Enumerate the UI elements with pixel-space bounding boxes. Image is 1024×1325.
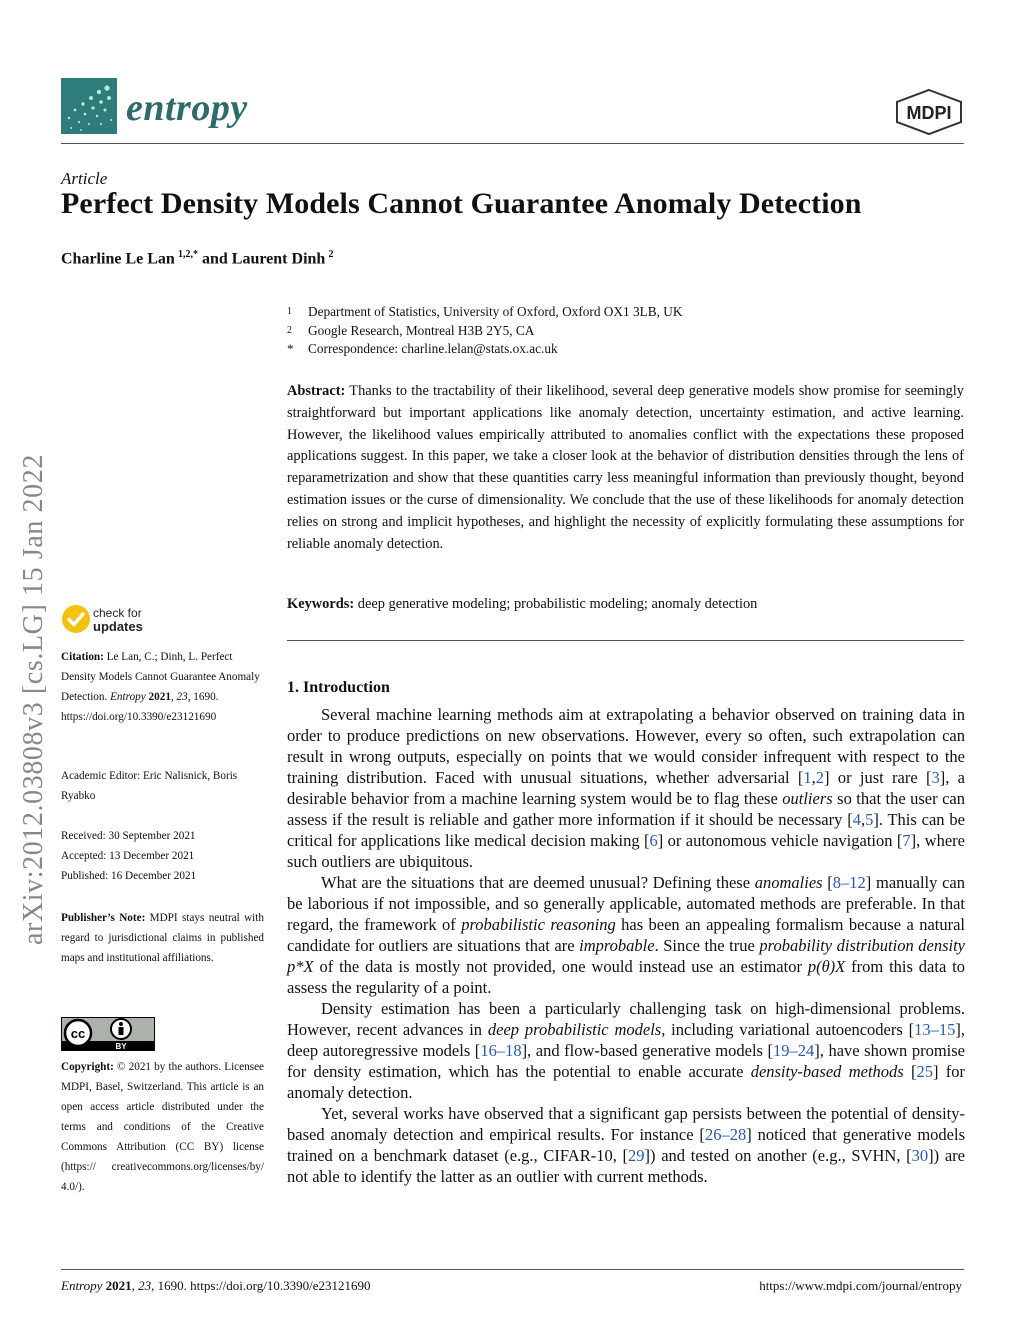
author-name: Charline Le Lan (61, 250, 175, 268)
text-run: , (860, 810, 866, 829)
abstract (287, 381, 964, 555)
paragraph (287, 872, 965, 998)
footer-year: 2021 (105, 1278, 132, 1293)
abstract-label: Abstract: (287, 383, 346, 399)
dates-block (61, 826, 264, 886)
citation-link[interactable]: 5 (865, 810, 874, 829)
text-run: ], a desirable behavior from a machine learning system would be to flag these (287, 768, 965, 808)
paragraph (287, 704, 965, 872)
citation-link[interactable]: 3 (931, 768, 940, 787)
author-name: Laurent Dinh (231, 250, 326, 268)
keywords-label: Keywords: (287, 596, 355, 612)
citation-link[interactable]: 25 (916, 1062, 933, 1081)
emphasis: density-based methods (750, 1062, 904, 1081)
copyright-block (61, 1057, 264, 1197)
author-connector: and (198, 250, 232, 268)
text-run: ]) are not able to identify the latter as an outlier with current methods. (287, 1146, 965, 1186)
check-updates-line2: updates (93, 619, 143, 634)
text-run: of the data is mostly not provided, one would instead use an estimator (313, 957, 808, 976)
citation-block (61, 647, 264, 727)
citation-link[interactable]: 30 (911, 1146, 929, 1165)
check-updates-icon[interactable] (61, 604, 91, 634)
math-expression: p*X (287, 957, 314, 976)
text-run: has been an appealing formalism because a natural candidate for outliers are situations that are (287, 915, 966, 955)
citation-label: Citation: (61, 651, 104, 663)
author-list (61, 249, 334, 268)
citation-link[interactable]: 7 (902, 831, 911, 850)
entropy-logo-icon (61, 78, 117, 134)
citation-separator: , (170, 691, 177, 703)
affiliation-marker: 1,2,* (178, 249, 198, 260)
text-run: What are the situations that are deemed unusual? Defining these (321, 873, 755, 892)
check-updates-link[interactable] (93, 607, 143, 634)
citation-link[interactable]: 1 (803, 768, 812, 787)
text-run: ], and flow-based generative models [ (521, 1041, 774, 1060)
academic-editor: Academic Editor: Eric Nalisnick, Boris Ryabko (61, 770, 238, 802)
text-run: [ (822, 873, 833, 892)
article-type: Article (61, 169, 108, 188)
publisher-note (61, 908, 264, 968)
paragraph (287, 1103, 965, 1187)
citation-link[interactable]: 26–28 (704, 1125, 747, 1144)
cc-label: cc (70, 1026, 86, 1041)
correspondence-text: Correspondence: charline.lelan@stats.ox.ac.uk (308, 341, 558, 356)
accepted-date: Accepted: 13 December 2021 (61, 850, 195, 862)
text-run: from this data to assess the regularity of a point. (287, 957, 966, 997)
affiliation-item (287, 322, 967, 341)
text-run: Yet, several works have observed that a significant gap persists between the potential of density-based anomaly detection and empirical results. For instance [ (287, 1104, 965, 1144)
keywords (287, 596, 964, 613)
abstract-divider (287, 640, 964, 641)
text-run: ], where such outliers are ubiquitous. (287, 831, 965, 871)
text-run: ] for anomaly detection. (287, 1062, 966, 1102)
citation-link[interactable]: 13–15 (914, 1020, 956, 1039)
abstract-text: Thanks to the tractability of their likelihood, several deep generative models show promise for seemingly straightforward but important applications like anomaly detection, uncertainty estimation, and active learning. However, the likelihood values empirically attributed to anomalies conflict with the expectations these proposed applications suggest. In this paper, we take a closer look at the behavior of distribution densities through the lens of reparametrization and show that these quantities carry less meaningful information than previously thought, beyond estimation issues or the curse of dimensionality. We conclude that the use of these likelihoods for anomaly detection relies on strong and implicit hypotheses, and highlight the necessity of explicitly formulating these assumptions for reliable anomaly detection. (287, 383, 964, 552)
emphasis: improbable (579, 936, 655, 955)
math-expression: p(θ)X (807, 957, 846, 976)
citation-link[interactable]: 8–12 (832, 873, 866, 892)
affiliations (287, 303, 967, 359)
citation-link[interactable]: 19–24 (773, 1041, 815, 1060)
emphasis: outliers (782, 789, 833, 808)
text-run: [ (903, 1062, 917, 1081)
text-run: ] noticed that generative models trained on a benchmark dataset (e.g., CIFAR-10, [ (287, 1125, 965, 1165)
mdpi-logo-icon (893, 88, 965, 136)
text-run: . Since the true (654, 936, 760, 955)
footer-divider (61, 1269, 964, 1270)
text-run: ] or autonomous vehicle navigation [ (657, 831, 903, 850)
affiliation-marker: 1 (287, 306, 292, 317)
footer-journal-url[interactable]: https://www.mdpi.com/journal/entropy (759, 1278, 962, 1293)
affiliation-item (287, 340, 967, 359)
text-run: ] manually can be laborious if not impossible, and so generally applicable, automated methods are preferable. In that regard, the framework of (287, 873, 965, 934)
text-run: ] or just rare [ (824, 768, 932, 787)
by-label: BY (115, 1042, 127, 1051)
citation-link[interactable]: 16–18 (480, 1041, 522, 1060)
copyright-text: © 2021 by the authors. Licensee MDPI, Basel, Switzerland. This article is an open access article distributed under the terms and conditions of the Creative Commons Attribution (CC BY) license (https:// creativecommons.org/licenses/by/ 4.0/). (61, 1061, 264, 1193)
text-run: ], have shown promise for density estimation, which has the potential to enable accurate (287, 1041, 965, 1081)
publisher-note-label: Publisher’s Note: (61, 912, 146, 924)
affiliation-marker: 2 (287, 324, 292, 336)
introduction-body (287, 704, 965, 1187)
journal-name: entropy (126, 87, 248, 129)
affiliation-marker: 2 (328, 249, 334, 260)
footer-doi[interactable]: , 1690. https://doi.org/10.3390/e23121690 (151, 1278, 371, 1293)
publisher-note-text: MDPI stays neutral with regard to jurisdictional claims in published maps and institutional affiliations. (61, 912, 264, 964)
affiliation-marker: * (287, 341, 294, 356)
arxiv-stamp: arXiv:2012.03808v3 [cs.LG] 15 Jan 2022 (18, 454, 49, 945)
affiliation-item (287, 303, 967, 322)
citation-year: 2021 (148, 691, 171, 703)
svg-text:MDPI: MDPI (906, 103, 952, 123)
paragraph (287, 998, 965, 1103)
text-run: ]. This can be critical for applications like medical decision making [ (287, 810, 965, 850)
paper-title: Perfect Density Models Cannot Guarantee Anomaly Detection (61, 187, 862, 220)
citation-link[interactable]: 29 (628, 1146, 645, 1165)
copyright-label: Copyright: (61, 1061, 114, 1073)
text-run: ]) and tested on another (e.g., SVHN, [ (644, 1146, 912, 1165)
check-updates-line1: check for (93, 606, 142, 620)
text-run: Density estimation has been a particularly challenging task on high-dimensional problems. However, recent advances in (287, 999, 965, 1039)
footer-citation (61, 1278, 370, 1294)
text-run: so that the user can assess if the result is reliable and gather more information if it should be necessary [ (287, 789, 965, 829)
footer-volume: 23 (138, 1278, 152, 1293)
emphasis: probability distribution density (759, 936, 965, 955)
footer-journal: Entropy (61, 1278, 103, 1293)
citation-volume: 23 (176, 691, 188, 703)
citation-text: Le Lan, C.; Dinh, L. Perfect Density Models Cannot Guarantee Anomaly Detection. (61, 651, 260, 703)
header-divider (61, 143, 964, 144)
emphasis: deep probabilistic models (487, 1020, 662, 1039)
published-date: Published: 16 December 2021 (61, 870, 197, 882)
affiliation-text: Department of Statistics, University of Oxford, Oxford OX1 3LB, UK (308, 304, 683, 319)
citation-journal: Entropy (110, 691, 146, 703)
citation-link[interactable]: 4 (852, 810, 861, 829)
section-heading-introduction: 1. Introduction (287, 679, 390, 696)
keywords-text: deep generative modeling; probabilistic modeling; anomaly detection (354, 596, 758, 612)
citation-doi[interactable]: , 1690. https://doi.org/10.3390/e23121690 (61, 691, 219, 723)
cc-by-license-icon[interactable] (61, 1017, 155, 1051)
footer-separator: , (131, 1278, 139, 1293)
text-run: , (811, 768, 816, 787)
text-run: , including variational autoencoders [ (661, 1020, 915, 1039)
text-run: Several machine learning methods aim at extrapolating a behavior observed on training data in order to produce predictions on new observations. However, every so often, such extrapolation can result in wrong outputs, especially on points that we would consider infrequent with respect to the training distribution. Faced with unusual situations, whether adversarial [ (287, 705, 965, 787)
emphasis: probabilistic reasoning (461, 915, 616, 934)
emphasis: anomalies (754, 873, 823, 892)
received-date: Received: 30 September 2021 (61, 830, 196, 842)
text-run: ], deep autoregressive models [ (287, 1020, 965, 1060)
citation-link[interactable]: 6 (649, 831, 658, 850)
citation-link[interactable]: 2 (815, 768, 825, 787)
affiliation-text: Google Research, Montreal H3B 2Y5, CA (308, 322, 535, 338)
